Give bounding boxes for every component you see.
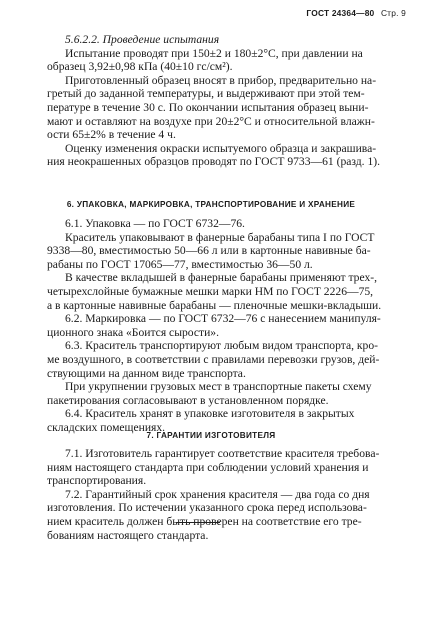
paragraph-line: пакетирования согласовывают в установленном порядке. — [47, 393, 329, 407]
paragraph-line: 9338—80, вместимостью 50—66 л или в картонные навивные ба- — [47, 244, 371, 258]
paragraph-line: Приготовленный образец вносят в прибор, предварительно на- — [65, 73, 377, 87]
paragraph-line: 6.4. Краситель хранят в упаковке изготовителя в закрытых — [65, 407, 355, 421]
paragraph-line: гретый до заданной температуры, и выдерживают при этой тем- — [47, 87, 365, 101]
paragraph-line: нием краситель должен быть проверен на соответствие его тре- — [47, 514, 362, 528]
paragraph-line: Оценку изменения окраски испытуемого образца и закрашива- — [65, 141, 377, 155]
section-6 — [47, 217, 403, 435]
paragraph-line: складских помещениях. — [47, 420, 166, 434]
section-6-heading: 6. УПАКОВКА, МАРКИРОВКА, ТРАНСПОРТИРОВАНИЕ И ХРАНЕНИЕ — [66, 200, 356, 209]
section-7-heading: 7. ГАРАНТИИ ИЗГОТОВИТЕЛЯ — [146, 431, 276, 440]
paragraph-line: ствующими на данном виде транспорта. — [47, 366, 246, 380]
paragraph-line: 7.2. Гарантийный срок хранения красителя — два года со дня — [65, 487, 370, 501]
paragraph-line: ционного знака «Боится сырости». — [47, 325, 219, 339]
paragraph-line: транспортирования. — [47, 474, 147, 488]
paragraph-line: 6.3. Краситель транспортируют любым видом транспорта, кро- — [65, 339, 378, 353]
paragraph-line: 7.1. Изготовитель гарантирует соответствие красителя требова- — [65, 447, 380, 460]
paragraph-line: рабаны по ГОСТ 17065—77, вместимостью 36—50 л. — [47, 257, 313, 271]
paragraph-line: В качестве вкладышей в фанерные барабаны применяют трех-, — [65, 271, 377, 285]
paragraph-line: пературе в течение 30 с. По окончании испытания образец выни- — [47, 100, 369, 114]
section-7 — [47, 447, 403, 542]
page-header — [306, 7, 406, 21]
paragraph-line: 5.6.2.2. Проведение испытания — [65, 33, 220, 46]
paragraph-line: 6.2. Маркировка — по ГОСТ 6732—76 с нанесением манипуля- — [65, 312, 381, 326]
paragraph-line: ости 65±2% в течение 4 ч. — [47, 128, 176, 142]
paragraph-line: При укрупнении грузовых мест в транспортные пакеты схему — [65, 380, 372, 394]
paragraph-line: ниям настоящего стандарта при соблюдении условий хранения и — [47, 460, 369, 474]
paragraph-line: образец 3,92±0,98 кПа (40±10 гс/см²). — [47, 60, 233, 74]
standard-number: ГОСТ 24364—80 — [306, 8, 375, 18]
paragraph-line: Краситель упаковывают в фанерные барабаны типа I по ГОСТ — [65, 230, 375, 244]
paragraph-line: Испытание проводят при 150±2 и 180±2°С, при давлении на — [65, 46, 363, 60]
paragraph-line: а в картонные навивные барабаны — пленочные мешки-вкладыши. — [47, 298, 382, 312]
paragraph-line: бованиям настоящего стандарта. — [47, 528, 209, 542]
section-5-6-2-2 — [47, 33, 403, 169]
paragraph-line: 6.1. Упаковка — по ГОСТ 6732—76. — [65, 217, 245, 230]
paragraph-line: ме воздушного, в соответствии с правилами перевозки грузов, дей- — [47, 352, 380, 366]
paragraph-line: четырехслойные бумажные мешки марки НМ по ГОСТ 2226—75, — [47, 284, 374, 298]
end-rule — [176, 522, 220, 523]
paragraph-line: ния неокрашенных образцов проводят по ГОСТ 9733—61 (разд. 1). — [47, 155, 381, 169]
page-number: Стр. 9 — [380, 8, 406, 18]
paragraph-line: изготовления. По истечении указанного срока перед использова- — [47, 501, 367, 515]
paragraph-line: мают и оставляют на воздухе при 20±2°С и относительной влажн- — [47, 114, 375, 128]
